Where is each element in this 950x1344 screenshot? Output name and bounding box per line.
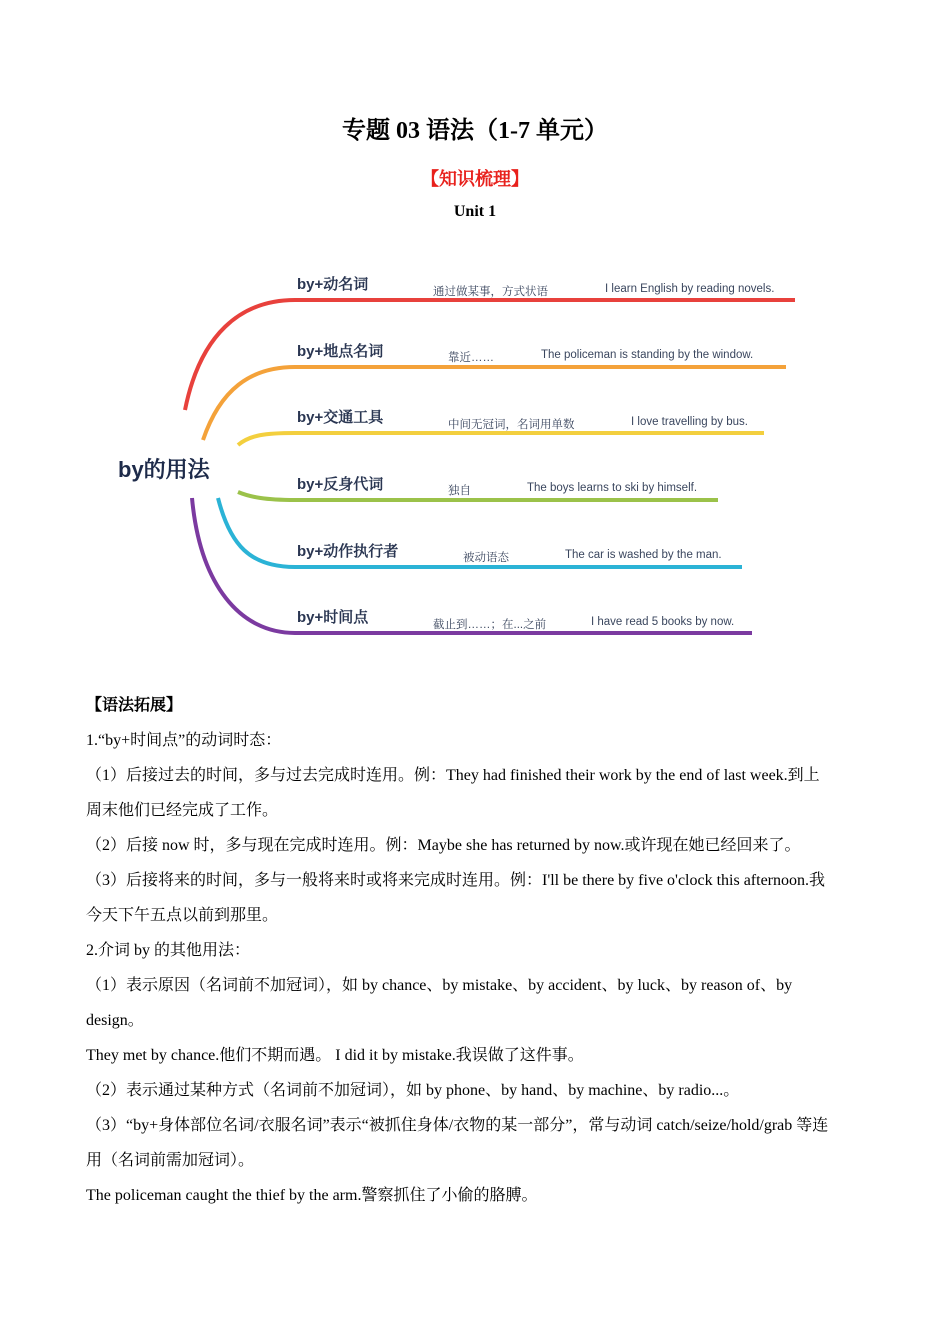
grammar-line: They met by chance.他们不期而遇。 I did it by mistake.我误做了这件事。 xyxy=(86,1047,584,1064)
unit-label: Unit 1 xyxy=(453,203,497,220)
grammar-line: （1）后接过去的时间，多与过去完成时连用。例：They had finished their work by the end of last week.到上 xyxy=(86,767,820,784)
grammar-heading: 【语法拓展】 xyxy=(86,697,183,714)
grammar-line: 2.介词 by 的其他用法： xyxy=(86,942,251,959)
grammar-line: （2）表示通过某种方式（名词前不加冠词），如 by phone、by hand、by machine、by radio...。 xyxy=(86,1082,740,1099)
grammar-line: 用（名词前需加冠词）。 xyxy=(86,1152,255,1169)
branch-example-1: I learn English by reading novels. xyxy=(605,283,775,295)
branch-note-2: 靠近…… xyxy=(448,352,494,364)
branch-example-2: The policeman is standing by the window. xyxy=(541,349,754,361)
grammar-line: 周末他们已经完成了工作。 xyxy=(86,802,279,819)
branch-head-4: by+反身代词 xyxy=(297,476,384,493)
branch-note-5: 被动语态 xyxy=(463,552,509,564)
grammar-section xyxy=(86,688,866,1213)
grammar-line: The policeman caught the thief by the arm.警察抓住了小偷的胳膊。 xyxy=(86,1187,538,1204)
branch-head-6: by+时间点 xyxy=(297,609,369,626)
branch-note-4: 独自 xyxy=(448,485,471,497)
grammar-line: 今天下午五点以前到那里。 xyxy=(86,907,279,924)
branch-head-3: by+交通工具 xyxy=(297,409,384,426)
grammar-line: （1）表示原因（名词前不加冠词），如 by chance、by mistake、by accident、by luck、by reason of、by xyxy=(86,977,793,994)
grammar-line: design。 xyxy=(86,1012,144,1029)
mindmap-center-label: by的用法 xyxy=(118,457,210,482)
branch-connector-3 xyxy=(238,433,764,445)
branch-note-3: 中间无冠词，名词用单数 xyxy=(448,419,575,431)
branch-head-5: by+动作执行者 xyxy=(297,543,399,560)
grammar-line: 1.“by+时间点”的动词时态： xyxy=(86,732,282,749)
grammar-line: （3）后接将来的时间，多与一般将来时或将来完成时连用。例：I'll be there by five o'clock this afternoon.我 xyxy=(86,872,826,889)
section-label: 【知识梳理】 xyxy=(421,169,529,189)
branch-note-6: 截止到……；在...之前 xyxy=(433,619,547,631)
mindmap xyxy=(100,255,820,655)
branch-example-3: I love travelling by bus. xyxy=(631,416,748,428)
branch-example-5: The car is washed by the man. xyxy=(565,549,722,561)
page-title: 专题 03 语法（1-7 单元） xyxy=(342,118,608,144)
branch-example-6: I have read 5 books by now. xyxy=(591,616,735,628)
branch-note-1: 通过做某事，方式状语 xyxy=(433,286,548,298)
branch-head-2: by+地点名词 xyxy=(297,343,384,360)
grammar-line: （3）“by+身体部位名词/衣服名词”表示“被抓住身体/衣物的某一部分”，常与动词 catch/seize/hold/grab 等连 xyxy=(86,1117,829,1134)
branch-head-1: by+动名词 xyxy=(297,276,369,293)
grammar-line: （2）后接 now 时，多与现在完成时连用。例：Maybe she has returned by now.或许现在她已经回来了。 xyxy=(86,837,801,854)
branch-example-4: The boys learns to ski by himself. xyxy=(527,482,698,494)
